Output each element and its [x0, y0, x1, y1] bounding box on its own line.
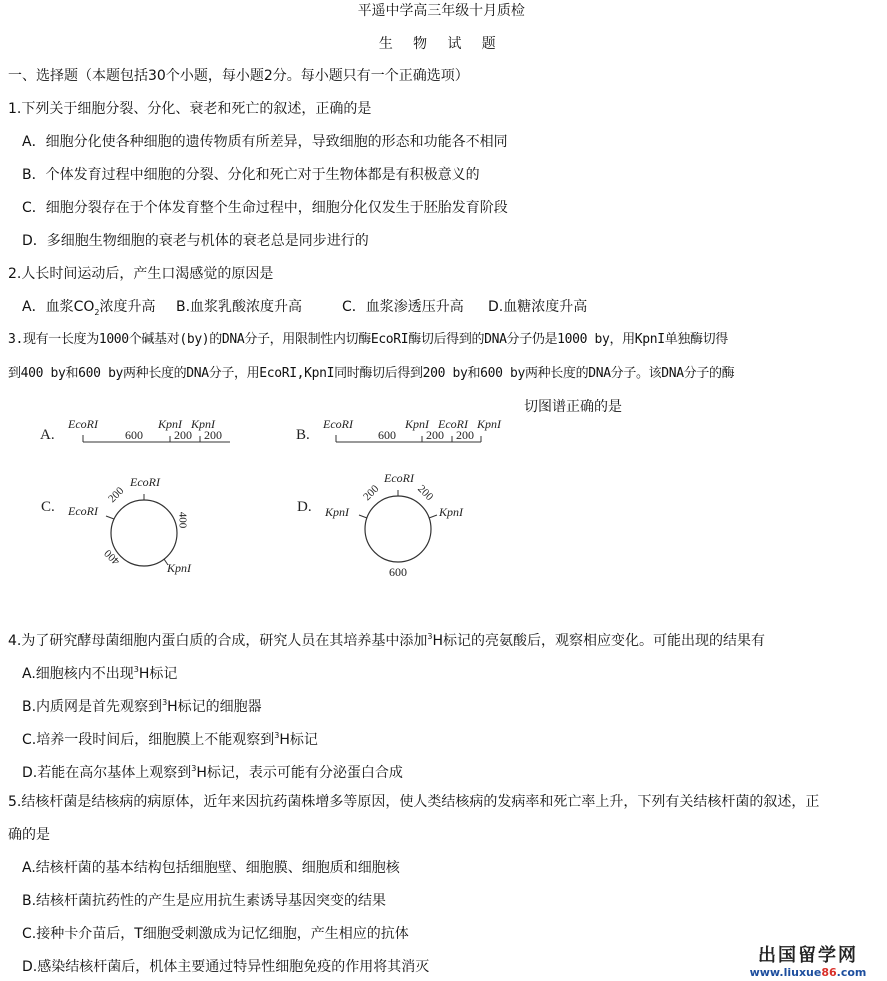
option-prefix: A.细胞核内不出现 — [22, 666, 134, 682]
segment-length: 200 — [204, 428, 222, 442]
question-2-option-c: C．血浆渗透压升高 — [342, 299, 464, 315]
question-4-stem — [8, 628, 765, 650]
question-3-stem-line-1: 3.现有一长度为1000个碱基对(by)的DNA分子，用限制性内切酶EcoRI酶切后得到的DNA分子仍是1000 by，用KpnI单独酶切得 — [8, 332, 728, 347]
question-5-stem-line-1: 5.结核杆菌是结核病的病原体，近年来因抗药菌株增多等原因，使人类结核病的发病率和死亡率上升，下列有关结核杆菌的叙述，正 — [8, 794, 820, 810]
question-1-stem: 1.下列关于细胞分裂、分化、衰老和死亡的叙述，正确的是 — [8, 101, 372, 117]
question-5-option-b: B.结核杆菌抗药性的产生是应用抗生素诱导基因突变的结果 — [22, 893, 387, 909]
diagram-c — [30, 465, 230, 580]
question-4-option-a — [22, 661, 177, 683]
diagram-label: D. — [297, 499, 312, 515]
segment-length: 600 — [378, 428, 396, 442]
exam-title: 平遥中学高三年级十月质检 — [357, 3, 525, 19]
site-label-ecori: EcoRI — [384, 471, 414, 485]
isotope-superscript: 3 — [133, 665, 139, 674]
section-heading: 一、选择题（本题包括30个小题，每小题2分。每小题只有一个正确选项） — [8, 68, 469, 84]
segment-length: 600 — [389, 565, 407, 579]
question-4-option-d — [22, 760, 403, 782]
site-label-kpni: KpnI — [477, 417, 501, 431]
site-label-kpni: KpnI — [158, 417, 182, 431]
question-5-stem-line-2: 确的是 — [8, 827, 50, 843]
option-a-prefix: A．血浆CO — [22, 299, 95, 315]
question-1-option-a: A．细胞分化使各种细胞的遗传物质有所差异，导致细胞的形态和功能各不相同 — [22, 134, 508, 150]
segment-length: 200 — [415, 482, 436, 504]
site-label-kpni: KpnI — [191, 417, 215, 431]
diagram-label: A. — [40, 427, 55, 443]
option-prefix: B.内质网是首先观察到 — [22, 699, 163, 715]
question-1-option-b: B．个体发育过程中细胞的分裂、分化和死亡对于生物体都是有积极意义的 — [22, 167, 480, 183]
question-3-stem-line-2: 到400 by和600 by两种长度的DNA分子，用EcoRI,KpnI同时酶切后得到200 by和600 by两种长度的DNA分子。该DNA分子的酶 — [8, 366, 735, 381]
segment-length: 200 — [361, 482, 382, 504]
watermark-logo — [733, 946, 883, 980]
url-prefix: www.liuxue — [749, 966, 822, 979]
question-3-stem-line-3: 切图谱正确的是 — [524, 399, 622, 415]
diagram-b — [290, 415, 520, 455]
segment-length: 400 — [102, 546, 123, 568]
question-1-option-d: D．多细胞生物细胞的衰老与机体的衰老总是同步进行的 — [22, 233, 369, 249]
plasmid-circle — [111, 500, 177, 566]
segment-length: 400 — [176, 511, 189, 529]
site-label-ecori: EcoRI — [68, 417, 98, 431]
isotope-superscript: 3 — [191, 764, 197, 773]
question-2-option-a — [22, 298, 155, 322]
isotope-superscript: 3 — [274, 731, 280, 740]
segment-length: 200 — [456, 428, 474, 442]
option-prefix: D.若能在高尔基体上观察到 — [22, 765, 192, 781]
watermark-url — [733, 966, 883, 980]
url-highlight: 86 — [821, 966, 837, 979]
diagram-a — [30, 415, 260, 455]
option-suffix: H标记，表示可能有分泌蛋白合成 — [196, 765, 403, 781]
site-tick — [359, 515, 367, 518]
segment-length: 200 — [174, 428, 192, 442]
question-2-option-b: B.血浆乳酸浓度升高 — [176, 299, 303, 315]
diagram-label: C. — [41, 499, 55, 515]
option-suffix: H标记 — [138, 666, 178, 682]
site-label-ecori: EcoRI — [68, 504, 98, 518]
question-4-option-c — [22, 727, 318, 749]
isotope-superscript: 3 — [427, 632, 433, 641]
segment-length: 200 — [426, 428, 444, 442]
question-5-option-c: C.接种卡介苗后，T细胞受刺激成为记忆细胞，产生相应的抗体 — [22, 926, 409, 942]
isotope-superscript: 3 — [162, 698, 168, 707]
option-suffix: H标记 — [279, 732, 318, 748]
option-prefix: C.培养一段时间后，细胞膜上不能观察到 — [22, 732, 275, 748]
co2-subscript: 2 — [94, 307, 100, 317]
question-1-option-c: C．细胞分裂存在于个体发育整个生命过程中，细胞分化仅发生于胚胎发育阶段 — [22, 200, 508, 216]
site-label-kpni: KpnI — [439, 505, 463, 519]
segment-length: 600 — [125, 428, 143, 442]
site-label-ecori: EcoRI — [130, 475, 160, 489]
plasmid-circle — [365, 496, 431, 562]
diagram-label: B. — [296, 427, 310, 443]
site-label-kpni: KpnI — [325, 505, 349, 519]
option-suffix: H标记的细胞器 — [167, 699, 262, 715]
watermark-cn: 出国留学网 — [758, 945, 858, 966]
segment-length: 200 — [106, 484, 127, 506]
question-5-option-a: A.结核杆菌的基本结构包括细胞壁、细胞膜、细胞质和细胞核 — [22, 860, 400, 876]
site-tick — [106, 516, 114, 519]
linear-map-a — [30, 415, 260, 455]
site-label-ecori: EcoRI — [323, 417, 353, 431]
stem-prefix: 4.为了研究酵母菌细胞内蛋白质的合成，研究人员在其培养基中添加 — [8, 633, 428, 649]
question-2-option-d: D.血糖浓度升高 — [488, 299, 588, 315]
url-suffix: .com — [836, 966, 867, 979]
stem-suffix: H标记的亮氨酸后，观察相应变化。可能出现的结果有 — [432, 633, 765, 649]
question-5-option-d: D.感染结核杆菌后，机体主要通过特异性细胞免疫的作用将其消灭 — [22, 959, 430, 975]
site-label-kpni: KpnI — [167, 561, 191, 575]
subject-title: 生 物 试 题 — [378, 36, 504, 52]
site-label-kpni: KpnI — [405, 417, 429, 431]
site-label-ecori: EcoRI — [438, 417, 468, 431]
site-tick — [429, 515, 437, 518]
diagram-d — [285, 465, 485, 580]
option-a-suffix: 浓度升高 — [99, 299, 156, 315]
question-2-stem: 2.人长时间运动后，产生口渴感觉的原因是 — [8, 266, 274, 282]
question-4-option-b — [22, 694, 262, 716]
